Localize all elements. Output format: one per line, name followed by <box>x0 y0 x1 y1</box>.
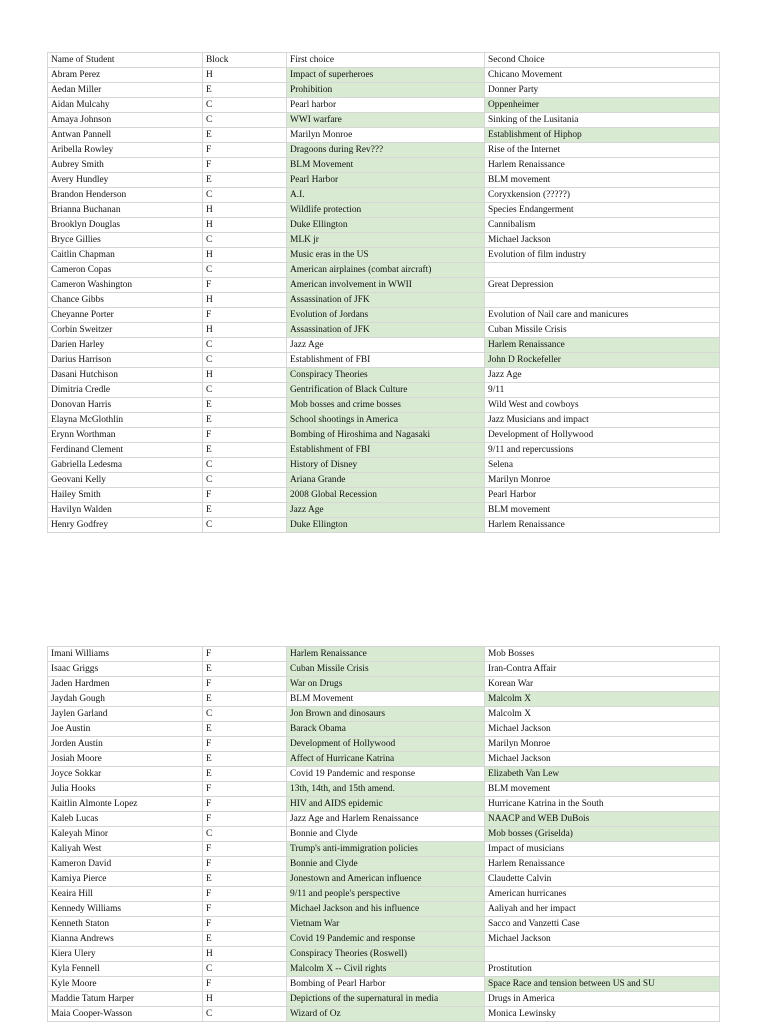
first-choice-cell[interactable]: Marilyn Monroe <box>287 128 485 143</box>
first-choice-cell[interactable]: Depictions of the supernatural in media <box>287 992 485 1007</box>
table-row <box>48 383 720 398</box>
block-cell[interactable]: C <box>203 338 287 353</box>
block-cell[interactable]: C <box>203 707 287 722</box>
student-name-cell[interactable]: Dasani Hutchison <box>48 368 203 383</box>
second-choice-cell[interactable]: Space Race and tension between US and SU <box>485 977 720 992</box>
block-cell[interactable]: H <box>203 293 287 308</box>
table-1-body <box>48 53 720 533</box>
second-choice-cell[interactable]: Drugs in America <box>485 992 720 1007</box>
table-row <box>48 218 720 233</box>
second-choice-cell[interactable]: Harlem Renaissance <box>485 518 720 533</box>
first-choice-cell[interactable]: Establishment of FBI <box>287 443 485 458</box>
block-cell[interactable]: F <box>203 158 287 173</box>
table-row <box>48 767 720 782</box>
second-choice-cell[interactable]: Jazz Musicians and impact <box>485 413 720 428</box>
block-cell[interactable]: E <box>203 83 287 98</box>
first-choice-cell[interactable]: Covid 19 Pandemic and response <box>287 932 485 947</box>
table-row <box>48 977 720 992</box>
table-row <box>48 233 720 248</box>
student-name-cell[interactable]: Jorden Austin <box>48 737 203 752</box>
first-choice-cell[interactable]: Harlem Renaissance <box>287 647 485 662</box>
second-choice-cell[interactable]: Great Depression <box>485 278 720 293</box>
table-row <box>48 143 720 158</box>
block-cell[interactable]: F <box>203 887 287 902</box>
first-choice-cell[interactable]: 2008 Global Recession <box>287 488 485 503</box>
student-name-cell[interactable]: Julia Hooks <box>48 782 203 797</box>
table-row <box>48 962 720 977</box>
table-row <box>48 1007 720 1022</box>
header-name[interactable]: Name of Student <box>48 53 203 68</box>
student-name-cell[interactable]: Isaac Griggs <box>48 662 203 677</box>
first-choice-cell[interactable]: BLM Movement <box>287 158 485 173</box>
second-choice-cell[interactable]: Species Endangerment <box>485 203 720 218</box>
second-choice-cell[interactable]: Cannibalism <box>485 218 720 233</box>
second-choice-cell[interactable]: Iran-Contra Affair <box>485 662 720 677</box>
student-name-cell[interactable]: Kiera Ulery <box>48 947 203 962</box>
table-row <box>48 782 720 797</box>
student-name-cell[interactable]: Kyle Moore <box>48 977 203 992</box>
student-name-cell[interactable]: Abram Perez <box>48 68 203 83</box>
second-choice-cell[interactable]: Michael Jackson <box>485 752 720 767</box>
student-name-cell[interactable]: Kamiya Pierce <box>48 872 203 887</box>
block-cell[interactable]: E <box>203 443 287 458</box>
first-choice-cell[interactable]: BLM Movement <box>287 692 485 707</box>
first-choice-cell[interactable]: Conspiracy Theories (Roswell) <box>287 947 485 962</box>
first-choice-cell[interactable]: Wildlife protection <box>287 203 485 218</box>
table-row <box>48 98 720 113</box>
block-cell[interactable]: F <box>203 677 287 692</box>
first-choice-cell[interactable]: Bombing of Hiroshima and Nagasaki <box>287 428 485 443</box>
student-name-cell[interactable]: Avery Hundley <box>48 173 203 188</box>
block-cell[interactable]: C <box>203 113 287 128</box>
table-row <box>48 902 720 917</box>
block-cell[interactable]: H <box>203 218 287 233</box>
student-name-cell[interactable]: Amaya Johnson <box>48 113 203 128</box>
second-choice-cell[interactable] <box>485 263 720 278</box>
second-choice-cell[interactable]: Korean War <box>485 677 720 692</box>
second-choice-cell[interactable]: Hurricane Katrina in the South <box>485 797 720 812</box>
second-choice-cell[interactable]: BLM movement <box>485 173 720 188</box>
first-choice-cell[interactable]: Covid 19 Pandemic and response <box>287 767 485 782</box>
first-choice-cell[interactable]: Evolution of Jordans <box>287 308 485 323</box>
first-choice-cell[interactable]: HIV and AIDS epidemic <box>287 797 485 812</box>
student-name-cell[interactable]: Jaden Hardmen <box>48 677 203 692</box>
second-choice-cell[interactable]: Development of Hollywood <box>485 428 720 443</box>
first-choice-cell[interactable]: American involvement in WWII <box>287 278 485 293</box>
block-cell[interactable]: E <box>203 662 287 677</box>
table-row <box>48 188 720 203</box>
student-name-cell[interactable]: Caitlin Chapman <box>48 248 203 263</box>
first-choice-cell[interactable]: Prohibition <box>287 83 485 98</box>
table-row <box>48 518 720 533</box>
block-cell[interactable]: E <box>203 752 287 767</box>
student-name-cell[interactable]: Gabriella Ledesma <box>48 458 203 473</box>
student-name-cell[interactable]: Kaliyah West <box>48 842 203 857</box>
first-choice-cell[interactable]: Ariana Grande <box>287 473 485 488</box>
first-choice-cell[interactable]: History of Disney <box>287 458 485 473</box>
second-choice-cell[interactable]: Mob Bosses <box>485 647 720 662</box>
table-row <box>48 947 720 962</box>
table-row <box>48 503 720 518</box>
student-name-cell[interactable]: Kaleyah Minor <box>48 827 203 842</box>
student-name-cell[interactable]: Kenneth Staton <box>48 917 203 932</box>
table-row <box>48 83 720 98</box>
block-cell[interactable]: E <box>203 932 287 947</box>
block-cell[interactable]: F <box>203 782 287 797</box>
table-row <box>48 128 720 143</box>
first-choice-cell[interactable]: Pearl Harbor <box>287 173 485 188</box>
table-row <box>48 68 720 83</box>
first-choice-cell[interactable]: Jonestown and American influence <box>287 872 485 887</box>
block-cell[interactable]: E <box>203 173 287 188</box>
header-first-choice[interactable]: First choice <box>287 53 485 68</box>
second-choice-cell[interactable]: Aaliyah and her impact <box>485 902 720 917</box>
second-choice-cell[interactable]: Oppenheimer <box>485 98 720 113</box>
second-choice-cell[interactable]: Chicano Movement <box>485 68 720 83</box>
table-row <box>48 887 720 902</box>
block-cell[interactable]: F <box>203 917 287 932</box>
block-cell[interactable]: E <box>203 872 287 887</box>
student-name-cell[interactable]: Donovan Harris <box>48 398 203 413</box>
block-cell[interactable]: E <box>203 128 287 143</box>
first-choice-cell[interactable]: Trump's anti-immigration policies <box>287 842 485 857</box>
second-choice-cell[interactable] <box>485 947 720 962</box>
block-cell[interactable]: F <box>203 812 287 827</box>
second-choice-cell[interactable]: Harlem Renaissance <box>485 338 720 353</box>
table-row <box>48 443 720 458</box>
student-name-cell[interactable]: Brooklyn Douglas <box>48 218 203 233</box>
block-cell[interactable]: C <box>203 383 287 398</box>
table-row <box>48 368 720 383</box>
table-row <box>48 458 720 473</box>
student-name-cell[interactable]: Antwan Pannell <box>48 128 203 143</box>
student-name-cell[interactable]: Erynn Worthman <box>48 428 203 443</box>
block-cell[interactable]: H <box>203 68 287 83</box>
student-name-cell[interactable]: Aidan Mulcahy <box>48 98 203 113</box>
table-row <box>48 752 720 767</box>
student-name-cell[interactable]: Dimitria Credle <box>48 383 203 398</box>
student-name-cell[interactable]: Kianna Andrews <box>48 932 203 947</box>
student-name-cell[interactable]: Kaitlin Almonte Lopez <box>48 797 203 812</box>
first-choice-cell[interactable]: Assassination of JFK <box>287 323 485 338</box>
table-row <box>48 413 720 428</box>
first-choice-cell[interactable]: Bonnie and Clyde <box>287 857 485 872</box>
block-cell[interactable]: E <box>203 503 287 518</box>
second-choice-cell[interactable]: Prostitution <box>485 962 720 977</box>
first-choice-cell[interactable]: War on Drugs <box>287 677 485 692</box>
second-choice-cell[interactable]: Establishment of Hiphop <box>485 128 720 143</box>
student-name-cell[interactable]: Darien Harley <box>48 338 203 353</box>
second-choice-cell[interactable]: Pearl Harbor <box>485 488 720 503</box>
table-row <box>48 722 720 737</box>
second-choice-cell[interactable]: Sinking of the Lusitania <box>485 113 720 128</box>
student-name-cell[interactable]: Chance Gibbs <box>48 293 203 308</box>
table-row <box>48 113 720 128</box>
second-choice-cell[interactable]: Michael Jackson <box>485 722 720 737</box>
header-block[interactable]: Block <box>203 53 287 68</box>
student-name-cell[interactable]: Aubrey Smith <box>48 158 203 173</box>
second-choice-cell[interactable]: Harlem Renaissance <box>485 857 720 872</box>
table-row <box>48 293 720 308</box>
second-choice-cell[interactable]: Elizabeth Van Lew <box>485 767 720 782</box>
block-cell[interactable]: E <box>203 692 287 707</box>
table-row <box>48 707 720 722</box>
header-second-choice[interactable]: Second Choice <box>485 53 720 68</box>
block-cell[interactable]: C <box>203 518 287 533</box>
student-topics-table-2 <box>47 646 720 1022</box>
table-row <box>48 827 720 842</box>
student-name-cell[interactable]: Joe Austin <box>48 722 203 737</box>
block-cell[interactable]: C <box>203 827 287 842</box>
block-cell[interactable]: F <box>203 737 287 752</box>
block-cell[interactable]: C <box>203 233 287 248</box>
block-cell[interactable]: F <box>203 143 287 158</box>
second-choice-cell[interactable]: John D Rockefeller <box>485 353 720 368</box>
second-choice-cell[interactable]: Sacco and Vanzetti Case <box>485 917 720 932</box>
first-choice-cell[interactable]: Dragoons during Rev??? <box>287 143 485 158</box>
first-choice-cell[interactable]: Music eras in the US <box>287 248 485 263</box>
student-name-cell[interactable]: Henry Godfrey <box>48 518 203 533</box>
second-choice-cell[interactable]: BLM movement <box>485 503 720 518</box>
student-topics-table-1 <box>47 52 720 533</box>
second-choice-cell[interactable]: Malcolm X <box>485 707 720 722</box>
block-cell[interactable]: F <box>203 857 287 872</box>
student-name-cell[interactable]: Kennedy Williams <box>48 902 203 917</box>
block-cell[interactable]: C <box>203 473 287 488</box>
first-choice-cell[interactable]: Establishment of FBI <box>287 353 485 368</box>
second-choice-cell[interactable]: 9/11 and repercussions <box>485 443 720 458</box>
first-choice-cell[interactable]: Conspiracy Theories <box>287 368 485 383</box>
table-row <box>48 677 720 692</box>
student-name-cell[interactable]: Corbin Sweitzer <box>48 323 203 338</box>
student-name-cell[interactable]: Bryce Gillies <box>48 233 203 248</box>
block-cell[interactable]: E <box>203 398 287 413</box>
table-row <box>48 203 720 218</box>
table-row <box>48 398 720 413</box>
table-row <box>48 353 720 368</box>
block-cell[interactable]: F <box>203 308 287 323</box>
first-choice-cell[interactable]: Mob bosses and crime bosses <box>287 398 485 413</box>
table-row <box>48 248 720 263</box>
block-cell[interactable]: E <box>203 413 287 428</box>
second-choice-cell[interactable]: Marilyn Monroe <box>485 737 720 752</box>
block-cell[interactable]: H <box>203 203 287 218</box>
table-row <box>48 932 720 947</box>
block-cell[interactable]: E <box>203 767 287 782</box>
table-row <box>48 647 720 662</box>
second-choice-cell[interactable]: Malcolm X <box>485 692 720 707</box>
table-row <box>48 662 720 677</box>
block-cell[interactable]: F <box>203 278 287 293</box>
second-choice-cell[interactable]: Monica Lewinsky <box>485 1007 720 1022</box>
block-cell[interactable]: C <box>203 263 287 278</box>
student-name-cell[interactable]: Ferdinand Clement <box>48 443 203 458</box>
first-choice-cell[interactable]: 13th, 14th, and 15th amend. <box>287 782 485 797</box>
block-cell[interactable]: H <box>203 992 287 1007</box>
student-name-cell[interactable]: Hailey Smith <box>48 488 203 503</box>
student-name-cell[interactable]: Darius Harrison <box>48 353 203 368</box>
table-row <box>48 737 720 752</box>
first-choice-cell[interactable]: A.I. <box>287 188 485 203</box>
table-2-body <box>48 647 720 1022</box>
second-choice-cell[interactable]: Evolution of film industry <box>485 248 720 263</box>
student-name-cell[interactable]: Geovani Kelly <box>48 473 203 488</box>
block-cell[interactable]: H <box>203 368 287 383</box>
first-choice-cell[interactable]: 9/11 and people's perspective <box>287 887 485 902</box>
second-choice-cell[interactable]: Donner Party <box>485 83 720 98</box>
block-cell[interactable]: C <box>203 458 287 473</box>
block-cell[interactable]: H <box>203 248 287 263</box>
block-cell[interactable]: F <box>203 647 287 662</box>
table-row <box>48 323 720 338</box>
student-name-cell[interactable]: Kyla Fennell <box>48 962 203 977</box>
table-row <box>48 992 720 1007</box>
first-choice-cell[interactable]: Impact of superheroes <box>287 68 485 83</box>
student-name-cell[interactable]: Maia Cooper-Wasson <box>48 1007 203 1022</box>
first-choice-cell[interactable]: Cuban Missile Crisis <box>287 662 485 677</box>
first-choice-cell[interactable]: Jazz Age and Harlem Renaissance <box>287 812 485 827</box>
second-choice-cell[interactable]: Harlem Renaissance <box>485 158 720 173</box>
first-choice-cell[interactable]: Jon Brown and dinosaurs <box>287 707 485 722</box>
table-row <box>48 278 720 293</box>
student-name-cell[interactable]: Maddie Tatum Harper <box>48 992 203 1007</box>
second-choice-cell[interactable]: Evolution of Nail care and manicures <box>485 308 720 323</box>
table-row <box>48 488 720 503</box>
first-choice-cell[interactable]: Duke Ellington <box>287 218 485 233</box>
block-cell[interactable]: C <box>203 353 287 368</box>
first-choice-cell[interactable]: School shootings in America <box>287 413 485 428</box>
first-choice-cell[interactable]: MLK jr <box>287 233 485 248</box>
table-row <box>48 263 720 278</box>
block-cell[interactable]: C <box>203 962 287 977</box>
block-cell[interactable]: F <box>203 977 287 992</box>
table-row <box>48 797 720 812</box>
block-cell[interactable]: F <box>203 797 287 812</box>
second-choice-cell[interactable]: Rise of the Internet <box>485 143 720 158</box>
first-choice-cell[interactable]: Affect of Hurricane Katrina <box>287 752 485 767</box>
second-choice-cell[interactable] <box>485 293 720 308</box>
table-row <box>48 842 720 857</box>
block-cell[interactable]: C <box>203 98 287 113</box>
first-choice-cell[interactable]: American airplaines (combat aircraft) <box>287 263 485 278</box>
student-name-cell[interactable]: Cheyanne Porter <box>48 308 203 323</box>
student-name-cell[interactable]: Kameron David <box>48 857 203 872</box>
second-choice-cell[interactable]: 9/11 <box>485 383 720 398</box>
student-name-cell[interactable]: Jaylen Garland <box>48 707 203 722</box>
first-choice-cell[interactable]: Development of Hollywood <box>287 737 485 752</box>
block-cell[interactable]: C <box>203 1007 287 1022</box>
first-choice-cell[interactable]: WWI warfare <box>287 113 485 128</box>
block-cell[interactable]: F <box>203 428 287 443</box>
student-name-cell[interactable]: Imani Williams <box>48 647 203 662</box>
block-cell[interactable]: F <box>203 488 287 503</box>
table-row <box>48 338 720 353</box>
first-choice-cell[interactable]: Bonnie and Clyde <box>287 827 485 842</box>
second-choice-cell[interactable]: American hurricanes <box>485 887 720 902</box>
second-choice-cell[interactable]: Wild West and cowboys <box>485 398 720 413</box>
first-choice-cell[interactable]: Pearl harbor <box>287 98 485 113</box>
table-row <box>48 173 720 188</box>
second-choice-cell[interactable]: Michael Jackson <box>485 233 720 248</box>
table-row <box>48 812 720 827</box>
block-cell[interactable]: F <box>203 842 287 857</box>
block-cell[interactable]: H <box>203 947 287 962</box>
table-row <box>48 473 720 488</box>
first-choice-cell[interactable]: Vietnam War <box>287 917 485 932</box>
student-name-cell[interactable]: Aedan Miller <box>48 83 203 98</box>
student-name-cell[interactable]: Brandon Henderson <box>48 188 203 203</box>
second-choice-cell[interactable]: Selena <box>485 458 720 473</box>
first-choice-cell[interactable]: Duke Ellington <box>287 518 485 533</box>
second-choice-cell[interactable]: Cuban Missile Crisis <box>485 323 720 338</box>
table-row <box>48 692 720 707</box>
block-cell[interactable]: F <box>203 902 287 917</box>
block-cell[interactable]: H <box>203 323 287 338</box>
second-choice-cell[interactable]: Impact of musicians <box>485 842 720 857</box>
student-name-cell[interactable]: Joyce Sokkar <box>48 767 203 782</box>
second-choice-cell[interactable]: Mob bosses (Griselda) <box>485 827 720 842</box>
first-choice-cell[interactable]: Michael Jackson and his influence <box>287 902 485 917</box>
second-choice-cell[interactable]: BLM movement <box>485 782 720 797</box>
student-name-cell[interactable]: Elayna McGlothlin <box>48 413 203 428</box>
student-name-cell[interactable]: Jaydah Gough <box>48 692 203 707</box>
student-name-cell[interactable]: Cameron Washington <box>48 278 203 293</box>
block-cell[interactable]: E <box>203 722 287 737</box>
first-choice-cell[interactable]: Jazz Age <box>287 338 485 353</box>
table-row <box>48 872 720 887</box>
first-choice-cell[interactable]: Wizard of Oz <box>287 1007 485 1022</box>
block-cell[interactable]: C <box>203 188 287 203</box>
table-row <box>48 857 720 872</box>
student-name-cell[interactable]: Keaira Hill <box>48 887 203 902</box>
student-name-cell[interactable]: Cameron Copas <box>48 263 203 278</box>
table-row <box>48 917 720 932</box>
table-row <box>48 308 720 323</box>
student-name-cell[interactable]: Kaleb Lucas <box>48 812 203 827</box>
second-choice-cell[interactable]: Michael Jackson <box>485 932 720 947</box>
second-choice-cell[interactable]: Claudette Calvin <box>485 872 720 887</box>
student-name-cell[interactable]: Aribella Rowley <box>48 143 203 158</box>
student-name-cell[interactable]: Havilyn Walden <box>48 503 203 518</box>
second-choice-cell[interactable]: NAACP and WEB DuBois <box>485 812 720 827</box>
first-choice-cell[interactable]: Barack Obama <box>287 722 485 737</box>
second-choice-cell[interactable]: Jazz Age <box>485 368 720 383</box>
student-name-cell[interactable]: Josiah Moore <box>48 752 203 767</box>
first-choice-cell[interactable]: Gentrification of Black Culture <box>287 383 485 398</box>
first-choice-cell[interactable]: Jazz Age <box>287 503 485 518</box>
first-choice-cell[interactable]: Malcolm X -- Civil rights <box>287 962 485 977</box>
student-name-cell[interactable]: Brianna Buchanan <box>48 203 203 218</box>
first-choice-cell[interactable]: Assassination of JFK <box>287 293 485 308</box>
second-choice-cell[interactable]: Marilyn Monroe <box>485 473 720 488</box>
table-row <box>48 428 720 443</box>
second-choice-cell[interactable]: Coryxkension (?????) <box>485 188 720 203</box>
first-choice-cell[interactable]: Bombing of Pearl Harbor <box>287 977 485 992</box>
table-row <box>48 158 720 173</box>
header-row <box>48 53 720 68</box>
